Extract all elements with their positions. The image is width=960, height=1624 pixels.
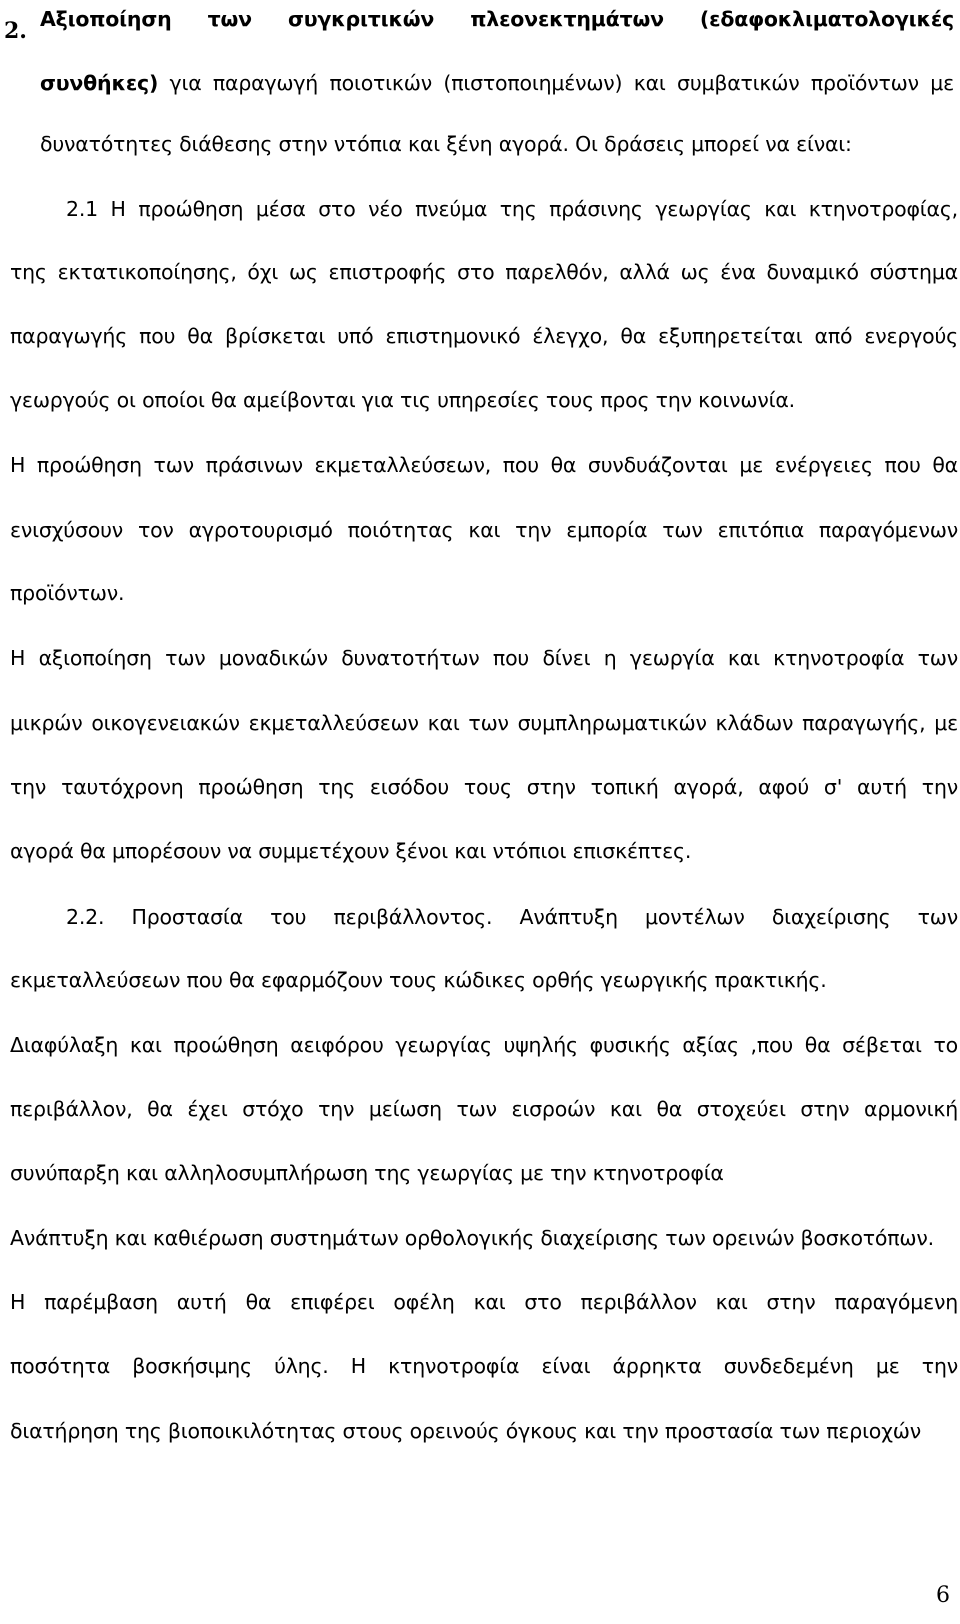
- section-title-line-3: δυνατότητες διάθεσης στην ντόπια και ξένη αγορά. Οι δράσεις μπορεί να είναι:: [40, 132, 852, 156]
- paragraph-line: εκμεταλλεύσεων που θα εφαρμόζουν τους κώδικες ορθής γεωργικής πρακτικής.: [10, 968, 827, 992]
- paragraph-line: την ταυτόχρονη προώθηση της εισόδου τους στην τοπική αγορά, αφού σ' αυτή την: [10, 775, 958, 799]
- section-title-line-2: [40, 70, 954, 96]
- section-title-bold-part: συνθήκες): [40, 71, 159, 95]
- paragraph-line: Η προώθηση των πράσινων εκμεταλλεύσεων, που θα συνδυάζονται με ενέργειες που θα: [10, 453, 958, 477]
- paragraph-line: συνύπαρξη και αλληλοσυμπλήρωση της γεωργίας με την κτηνοτροφία: [10, 1161, 724, 1185]
- paragraph-line: ποσότητα βοσκήσιμης ύλης. Η κτηνοτροφία είναι άρρηκτα συνδεδεμένη με την: [10, 1354, 958, 1378]
- section-number: 2.: [4, 18, 27, 44]
- section-title-rest: για παραγωγή ποιοτικών (πιστοποιημένων) και συμβατικών προϊόντων με: [158, 71, 954, 95]
- paragraph-line: 2.2. Προστασία του περιβάλλοντος. Ανάπτυξη μοντέλων διαχείρισης των: [66, 905, 958, 929]
- paragraph-line: ενισχύσουν τον αγροτουρισμό ποιότητας και την εμπορία των επιτόπια παραγόμενων: [10, 518, 958, 542]
- paragraph-line: Η παρέμβαση αυτή θα επιφέρει οφέλη και στο περιβάλλον και στην παραγόμενη: [10, 1290, 958, 1314]
- section-title-line-1: Αξιοποίηση των συγκριτικών πλεονεκτημάτων (εδαφοκλιματολογικές: [40, 7, 954, 31]
- paragraph-line: γεωργούς οι οποίοι θα αμείβονται για τις υπηρεσίες τους προς την κοινωνία.: [10, 388, 795, 412]
- paragraph-line: προϊόντων.: [10, 581, 125, 605]
- paragraph-line: της εκτατικοποίησης, όχι ως επιστροφής στο παρελθόν, αλλά ως ένα δυναμικό σύστημα: [10, 260, 958, 284]
- paragraph-line: Η αξιοποίηση των μοναδικών δυνατοτήτων που δίνει η γεωργία και κτηνοτροφία των: [10, 646, 958, 670]
- page-number: 6: [936, 1583, 950, 1608]
- paragraph-line: Ανάπτυξη και καθιέρωση συστημάτων ορθολογικής διαχείρισης των ορεινών βοσκοτόπων.: [10, 1226, 934, 1250]
- paragraph-line: παραγωγής που θα βρίσκεται υπό επιστημονικό έλεγχο, θα εξυπηρετείται από ενεργούς: [10, 324, 958, 348]
- paragraph-line: αγορά θα μπορέσουν να συμμετέχουν ξένοι και ντόπιοι επισκέπτες.: [10, 839, 692, 863]
- paragraph-line: Διαφύλαξη και προώθηση αειφόρου γεωργίας υψηλής φυσικής αξίας ,που θα σέβεται το: [10, 1033, 958, 1057]
- paragraph-line: περιβάλλον, θα έχει στόχο την μείωση των εισροών και θα στοχεύει στην αρμονική: [10, 1097, 958, 1121]
- paragraph-line: μικρών οικογενειακών εκμεταλλεύσεων και των συμπληρωματικών κλάδων παραγωγής, με: [10, 711, 958, 735]
- paragraph-line: 2.1 Η προώθηση μέσα στο νέο πνεύμα της πράσινης γεωργίας και κτηνοτροφίας,: [66, 197, 958, 221]
- paragraph-line: διατήρηση της βιοποικιλότητας στους ορεινούς όγκους και την προστασία των περιοχών: [10, 1419, 922, 1443]
